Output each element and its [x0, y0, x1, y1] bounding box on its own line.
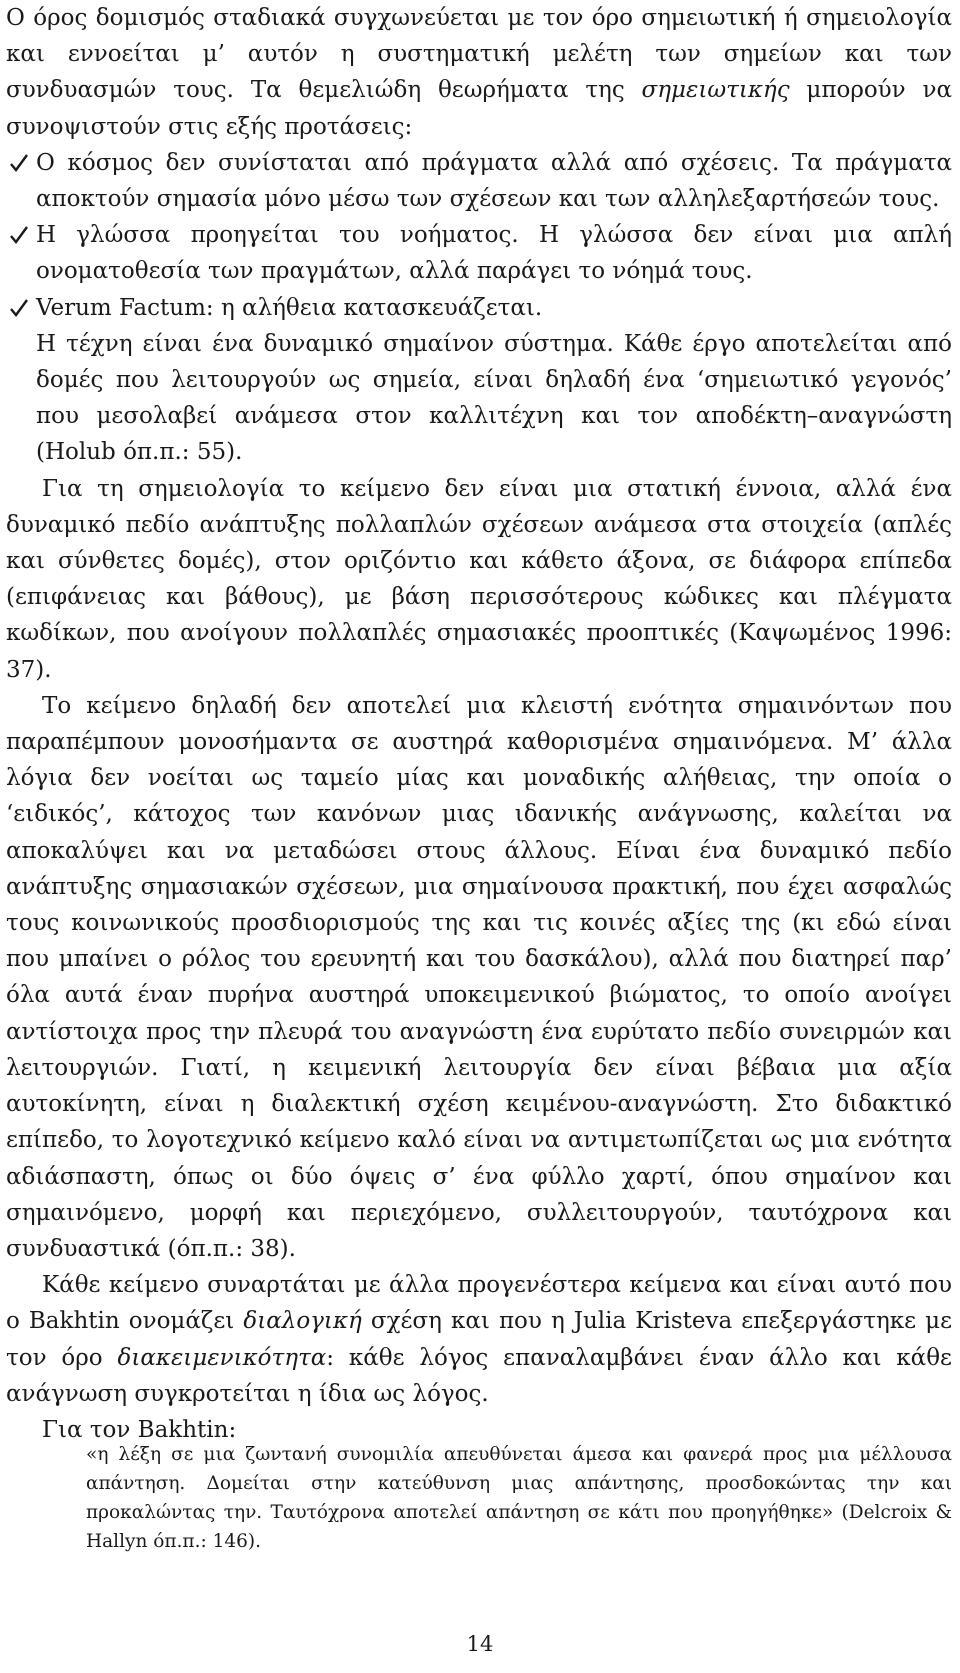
paragraph-text: Το κείμενο δηλαδή δεν αποτελεί μια κλειστή ενότητα σημαινόντων που παραπέμπουν μονοσήμαντα σε αυστηρά καθορισμένα σημαινόμενα. Μ’ άλλα λόγια δεν νοείται ως ταμείο μίας και μοναδικής αλήθειας, την οποία ο ‘ειδικός’, κάτοχος των κανόνων μιας ιδανικής ανάγνωσης, καλείται να αποκαλύψει και να μεταδώσει στους άλλους. Είναι ένα δυναμικό πεδίο ανάπτυξης σημασιακών σχέσεων, μια σημαίνουσα πρακτική, που έχει ασφαλώς τους κοινωνικούς προσδιορισμούς της και τις κοινές αξίες της (κι εδώ είναι που μπαίνει ο ρόλος του ερευνητή και του δασκάλου), αλλά που διατηρεί παρ’ όλα αυτά έναν πυρήνα αυστηρά υποκειμενικού βιώματος, το οποίο ανοίγει αντίστοιχα προς την πλευρά του αναγνώστη ένα ευρύτατο πεδίο συνειρμών και λειτουργιών. Γιατί, η κειμενική λειτουργία δεν είναι βέβαια μια αξία αυτοκίνητη, είναι η διαλεκτική σχέση κειμένου-αναγνώστη. Στο διδακτικό επίπεδο, το λογοτεχνικό κείμενο καλό είναι να αντιμετωπίζεται ως μια ενότητα αδιάσπαστη, όπως οι δύο όψεις σ’ ένα φύλλο χαρτί, όπου σημαίνον και σημαινόμενο, μορφή και περιεχόμενο, συλλειτουργούν, ταυτόχρονα και συνδυαστικά (όπ.π.: 38).	[6, 692, 952, 1262]
checkmark-icon	[8, 224, 30, 246]
block-quote: «η λέξη σε μια ζωντανή συνομιλία απευθύνεται άμεσα και φανερά προς μια μέλλουσα απάντηση. Δομείται στην κατεύθυνση μιας απάντησης, προσδοκώντας την και προκαλώντας την. Ταυτόχρονα αποτελεί απάντηση σε κάτι που προηγήθηκε» (Delcroix & Hallyn όπ.π.: 146).	[86, 1444, 952, 1552]
page-number: 14	[466, 1632, 494, 1656]
list-item	[6, 217, 952, 289]
intro-text-end: μπορούν να συνοψιστούν στις εξής προτάσεις:	[6, 77, 952, 140]
intro-text: Ο όρος δομισμός σταδιακά συγχωνεύεται με τον όρο σημειωτική ή σημειολογία και εννοείται μ’ αυτόν η συστηματική μελέτη των σημείων και των συνδυασμών τους. Τα θεμελιώδη θεωρήματα της	[6, 5, 952, 104]
list-item	[6, 145, 952, 217]
paragraph-art: Η τέχνη είναι ένα δυναμικό σημαίνον σύστημα. Κάθε έργο αποτελείται από δομές που λειτουργούν ως σημεία, είναι δηλαδή ένα ‘σημειωτικό γεγονός’ που μεσολαβεί ανάμεσα στον καλλιτέχνη και τον αποδέκτη–αναγνώστη (Holub όπ.π.: 55).	[36, 330, 952, 466]
paragraph-intertextuality	[6, 1267, 952, 1412]
list-item	[6, 290, 952, 326]
list-item-text: Ο κόσμος δεν συνίσταται από πράγματα αλλά από σχέσεις. Τα πράγματα αποκτούν σημασία μόνο μέσω των σχέσεων και των αλληλεξαρτήσεών τους.	[36, 149, 952, 213]
checkmark-icon	[8, 297, 30, 319]
intro-paragraph	[6, 0, 952, 145]
paragraph-bakhtin: Για τον Bakhtin:	[42, 1416, 237, 1443]
emphasis: διαλογική	[243, 1308, 362, 1335]
intro-emphasis: σημειωτικής	[641, 77, 790, 104]
main-text	[6, 0, 952, 1448]
list-item-text: Verum Factum: η αλήθεια κατασκευάζεται.	[36, 294, 543, 321]
checklist	[6, 145, 952, 326]
text-span: σχέση και που η Julia Kristeva επεξεργάστηκε με τον όρο	[6, 1308, 952, 1371]
paragraph-semiology: Για τη σημειολογία το κείμενο δεν είναι μια στατική έννοια, αλλά ένα δυναμικό πεδίο ανάπτυξης πολλαπλών σχέσεων ανάμεσα στα στοιχεία (απλές και σύνθετες δομές), στον οριζόντιο και κάθετο άξονα, σε διάφορα επίπεδα (επιφάνειας και βάθους), με βάση περισσότερους κώδικες και πλέγματα κωδίκων, που ανοίγουν πολλαπλές σημασιακές προοπτικές (Καψωμένος 1996: 37).	[6, 475, 952, 683]
text-span: Κάθε κείμενο συναρτάται με άλλα προγενέστερα κείμενα και είναι αυτό που ο Bakhtin ονομάζει	[6, 1272, 952, 1335]
checkmark-icon	[8, 152, 30, 174]
emphasis: διακειμενικότητα	[117, 1344, 327, 1371]
text-span: : κάθε λόγος επαναλαμβάνει έναν άλλο και κάθε ανάγνωση συγκροτείται η ίδια ως λόγος.	[6, 1344, 952, 1407]
list-item-text: Η γλώσσα προηγείται του νοήματος. Η γλώσσα δεν είναι μια απλή ονοματοθεσία των πραγμάτων, αλλά παράγει το νόημά τους.	[36, 222, 952, 285]
